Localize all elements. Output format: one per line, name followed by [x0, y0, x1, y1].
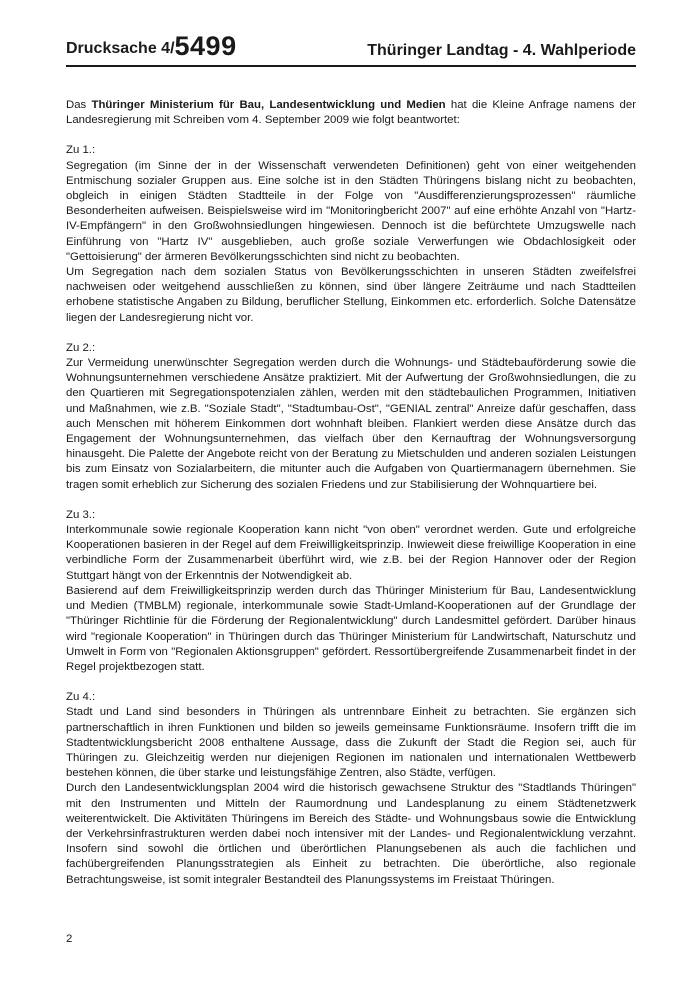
section-heading: Zu 1.:	[66, 144, 96, 157]
document-reference	[66, 29, 237, 60]
answer-section-3	[66, 508, 636, 675]
answer-section-4	[66, 690, 636, 888]
answer-section-1	[66, 143, 636, 325]
intro-paragraph	[66, 98, 636, 128]
section-paragraph: Segregation (im Sinne der in der Wissenschaft verwendeten Definitionen) geht von einer weitgehenden Entmischung sozialer Gruppen aus. Eine solche ist in den Städten Thüringens bislang nicht zu beobachten, obgleich in einigen Städten Stadtteile in der Folge von "Ausdifferenzierungsprozessen" räumliche Besonderheiten aufweisen. Beispielsweise wird im "Monitoringbericht 2007" auf eine erhöhte Anzahl von "Hartz-IV-Empfängern" in den Großwohnsiedlungen hingewiesen. Dennoch ist die befürchtete Umzugswelle nach Einführung von "Hartz IV" ausgeblieben, auch große soziale Verwerfungen wie Obdachlosigkeit oder "Gettoisierung" der ärmeren Bevölkerungsschichten sind nicht zu beobachten.	[66, 159, 636, 263]
section-heading: Zu 4.:	[66, 691, 96, 704]
section-paragraph: Basierend auf dem Freiwilligkeitsprinzip werden durch das Thüringer Ministerium für Bau, Landesentwicklung und Medien (TMBLM) regionale, interkommunale sowie Stadt-Umland-Kooperationen auf der Grundlage der "Thüringer Richtlinie für die Förderung der Regionalentwicklung" durch Landesmittel gefördert. Darüber hinaus wird "regionale Kooperation" in Thüringen durch das Thüringer Ministerium für Landwirtschaft, Naturschutz und Umwelt in Form von "Regionalen Aktionsgruppen" gefördert. Ressortübergreifende Zusammenarbeit findet in der Regel projektbezogen statt.	[66, 584, 636, 673]
page-header	[66, 32, 636, 62]
section-paragraph: Um Segregation nach dem sozialen Status von Bevölkerungsschichten in unseren Städten zweifelsfrei nachweisen oder weitgehend ausschließen zu können, sind über längere Zeiträume und nach Stadtteilen erhobene statistische Angaben zu Bildung, beruflicher Stellung, Einkommen etc. erforderlich. Solche Datensätze liegen der Landesregierung nicht vor.	[66, 266, 636, 324]
document-label: Drucksache 4/	[66, 40, 175, 57]
answer-section-2	[66, 341, 636, 493]
section-heading: Zu 3.:	[66, 508, 96, 521]
header-divider	[66, 65, 636, 67]
page-number: 2	[66, 933, 73, 945]
section-paragraph: Durch den Landesentwicklungsplan 2004 wird die historisch gewachsene Struktur des "Stadtlands Thüringen" mit den Instrumenten und Mitteln der Raumordnung und Landesplanung zu einem Städtenetzwerk weiterentwickelt. Die Aktivitäten Thüringens im Bereich des Städte- und Wohnungsbaus sowie die Entwicklung der Verkehrsinfrastrukturen werden dabei noch intensiver mit der Landes- und Regionalentwicklung verzahnt. Insofern sind sowohl die örtlichen und überörtlichen Planungsebenen als auch die fachlichen und fachübergreifenden Planungsstrategien als Einheit zu betrachten. Die überörtliche, also regionale Betrachtungsweise, ist somit integraler Bestandteil des Planungssystems im Freistaat Thüringen.	[66, 782, 636, 886]
section-heading: Zu 2.:	[66, 341, 96, 354]
document-body	[66, 98, 636, 888]
parliament-title: Thüringer Landtag - 4. Wahlperiode	[367, 42, 636, 59]
section-paragraph: Stadt und Land sind besonders in Thüringen als untrennbare Einheit zu betrachten. Sie ergänzen sich partnerschaftlich in ihren Funktionen und bilden so jeweils gemeinsame Funktionsräume. Insofern trifft die im Stadtentwicklungsbericht 2008 enthaltene Aussage, dass die Zukunft der Stadt die Region sei, auch für Thüringen zu. Gleichzeitig werden nur diejenigen Regionen im nationalen und internationalen Wettbewerb bestehen können, die über starke und leistungsfähige Zentren, also Städte, verfügen.	[66, 706, 636, 780]
section-paragraph: Zur Vermeidung unerwünschter Segregation werden durch die Wohnungs- und Städtebauförderung sowie die Wohnungsunternehmen verschiedene Ansätze praktiziert. Mit der Aufwertung der Großwohnsiedlungen, die zu den Quartieren mit Segregationspotenzialen zählen, werden mit den städtebaulichen Programmen, Initiativen und Maßnahmen, wie z.B. "Soziale Stadt", "Stadtumbau-Ost", "GENIAL zentral" Anreize dafür geschaffen, dass auch Menschen mit höherem Einkommen dort wohnhaft bleiben. Flankiert werden diese Ansätze durch das Engagement der Wohnungsunternehmen, das vielfach über den Kernauftrag der Wohnungsversorgung hinausgeht. Die Palette der Angebote reicht von der Beratung zu Mietschulden und anderen sozialen Leistungen bis zum Einsatz von Sozialarbeitern, die mitunter auch die Aufgaben von Quartiermanagern übernehmen. Sie tragen somit erheblich zur Sicherung des sozialen Friedens und zur Stabilisierung der Wohnquartiere bei.	[66, 357, 636, 491]
ministry-name: Thüringer Ministerium für Bau, Landesentwicklung und Medien	[91, 99, 446, 111]
intro-suffix: hat die Kleine Anfrage namens der Landesregierung mit Schreiben vom 4. September 2009 wie folgt beantwortet:	[66, 99, 636, 127]
intro-prefix: Das	[66, 99, 92, 111]
document-number: 5499	[174, 31, 237, 61]
section-paragraph: Interkommunale sowie regionale Kooperation kann nicht "von oben" verordnet werden. Gute und erfolgreiche Kooperationen basieren in der Regel auf dem Freiwilligkeitsprinzip. Inwieweit diese freiwillige Kooperation in eine verbindliche Form der Zusammenarbeit überführt wird, wie z.B. bei der Region Hannover oder der Region Stuttgart hängt von der Erkenntnis der Notwendigkeit ab.	[66, 524, 636, 582]
